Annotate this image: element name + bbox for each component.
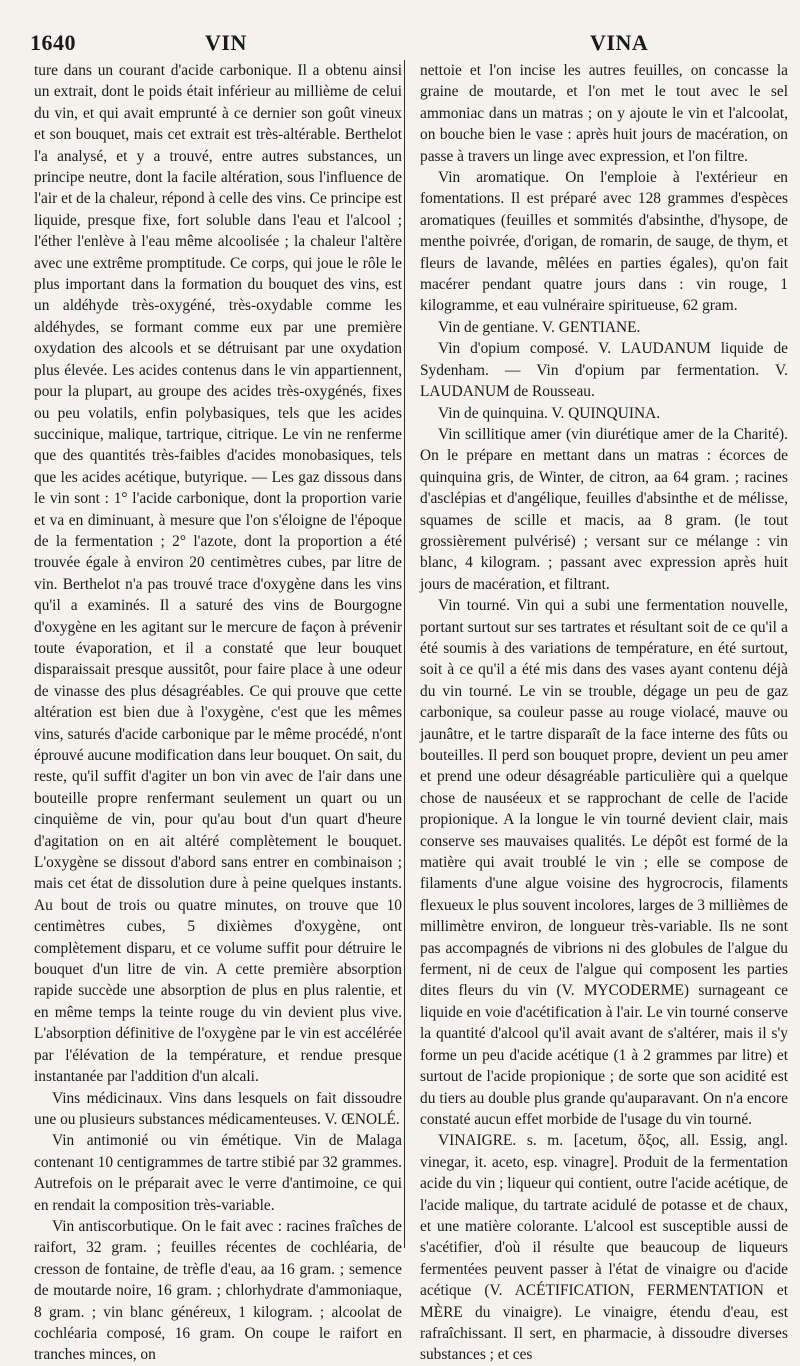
paragraph: nettoie et l'on incise les autres feuilles, on concasse la graine de moutarde, et l'on met le tout avec le sel ammoniac dans un matras ; on y ajoute le vin et l'alcoolat, on bouche bien le vase : après huit jours de macération, on passe à travers un linge avec expression, et l'on filtre. bbox=[420, 62, 788, 165]
paragraph: Vin aromatique. On l'emploie à l'extérieur en fomentations. Il est préparé avec 128 grammes d'espèces aromatiques (feuilles et sommités d'absinthe, d'hysope, de menthe poivrée, d'origan, de romarin, de sauge, de thym, et fleurs de lavande, mêlées en parties égales), qu'on fait macérer pendant quatre jours dans : vin rouge, 1 kilogramme, et eau vulnéraire spiritueuse, 62 gram. bbox=[420, 169, 788, 315]
paragraph: Vin d'opium composé. V. LAUDANUM liquide de Sydenham. — Vin d'opium par fermentation. V. LAUDANUM de Rousseau. bbox=[420, 340, 788, 401]
paragraph: Vin de gentiane. V. GENTIANE. bbox=[438, 318, 641, 336]
running-header bbox=[30, 30, 780, 60]
left-running-title: VIN bbox=[205, 30, 247, 55]
paragraph: Vin scillitique amer (vin diurétique amer de la Charité). On le prépare en mettant dans un matras : écorces de quinquina gris, de Winter, de citron, aa 64 gram. ; racines d'asclépias et d'angélique, feuilles d'absinthe et de mélisse, squames de scille et macis, aa 8 gram. (le tout grossièrement pulvérisé) ; versant sur ce mélange : vin blanc, 4 kilogram. ; passant avec expression après huit jours de macération, et filtrant. bbox=[420, 425, 788, 593]
paragraph: Vin antiscorbutique. On le fait avec : racines fraîches de raifort, 32 gram. ; feuilles récentes de cochléaria, de cresson de fontaine, de trèfle d'eau, aa 16 gram. ; semence de moutarde noire, 16 gram. ; chlorhydrate d'ammoniaque, 8 gram. ; vin blanc généreux, 1 kilogram. ; alcoolat de cochléaria composé, 16 gram. On coupe le raifort en tranches minces, on bbox=[34, 1217, 402, 1364]
left-column bbox=[34, 60, 402, 1366]
paragraph: Vin de quinquina. V. QUINQUINA. bbox=[438, 404, 661, 422]
page-number: 1640 bbox=[30, 30, 76, 55]
paragraph: Vins médicinaux. Vins dans lesquels on fait dissoudre une ou plusieurs substances médicamenteuses. V. ŒNOLÉ. bbox=[34, 1089, 402, 1128]
paragraph: Vin tourné. Vin qui a subi une fermentation nouvelle, portant surtout sur ses tartrates et résultant soit de ce qu'il a été soumis à des variations de température, en été surtout, soit à ce qu'il a été mis dans des vases ayant contenu déjà du vin tourné. Le vin se trouble, dégage un peu de gaz carbonique, sa couleur passe au rouge violacé, mauve ou jaunâtre, et le tartre disparaît de la face interne des fûts ou bouteilles. Il perd son bouquet propre, devient un peu amer et prend une odeur désagréable particulière qui a quelque chose de nauséeux et se rapprochant de celle de l'acide propionique. A la longue le vin tourné devient clair, mais conserve ses mauvaises qualités. Le dépôt est formé de la matière qui avait troublé le vin ; elle se compose de filaments d'une algue voisine des hygrocrocis, filaments flexueux le plus souvent incolores, larges de 3 millièmes de millimètre environ, de longueur très-variable. Ils ne sont pas accompagnés de vibrions ni des globules de l'algue du ferment, ni de ceux de l'algue qui composent les parties dites fleurs du vin (V. MYCODERME) surnageant ce liquide en voie d'acétification à l'air. Le vin tourné conserve la quantité d'alcool qu'il avait avant de s'altérer, mais il s'y forme un peu d'acide acétique (1 à 2 grammes par litre) et surtout de l'acide propionique ; de sorte que son acidité est du tiers au double plus grande qu'auparavant. On n'a encore constaté aucun effet morbide de l'usage du vin tourné. bbox=[420, 597, 788, 1128]
right-running-title: VINA bbox=[590, 30, 649, 55]
paragraph: Vin antimonié ou vin émétique. Vin de Malaga contenant 10 centigrammes de tartre stibié par 32 grammes. Autrefois on le préparait avec le verre d'antimoine, ce qui en rendait la composition très-variable. bbox=[34, 1132, 402, 1214]
column-divider bbox=[404, 60, 405, 1248]
right-column bbox=[420, 60, 788, 1366]
paragraph: VINAIGRE. s. m. [acetum, ὄξος, all. Essig, angl. vinegar, it. aceto, esp. vinagre]. Produit de la fermentation acide du vin ; liqueur qui contient, outre l'acide acétique, de l'acide malique, du tartrate acidulé de potasse et de chaux, et une matière colorante. L'alcool est susceptible aussi de s'acétifier, d'où il résulte que beaucoup de liqueurs fermentées peuvent passer à l'état de vinaigre ou d'acide acétique (V. ACÉTIFICATION, FERMENTATION et MÈRE du vinaigre). Le vinaigre, étendu d'eau, est rafraîchissant. Il sert, en pharmacie, à dissoudre diverses substances ; et ces bbox=[420, 1132, 788, 1364]
paragraph: ture dans un courant d'acide carbonique. Il a obtenu ainsi un extrait, dont le poids était inférieur au millième de celui du vin, et qui avait emprunté à ce dernier son goût vineux et son bouquet, mais cet extrait est très-altérable. Berthelot l'a analysé, et y a trouvé, entre autres substances, un principe neutre, dont la facile altération, sous l'influence de l'air et de la chaleur, répond à celle des vins. Ce principe est liquide, presque fixe, fort soluble dans l'eau et l'alcool ; l'éther l'enlève à l'eau même alcoolisée ; la chaleur l'altère avec une extrême promptitude. Ce corps, qui joue le rôle le plus important dans la formation du bouquet des vins, est un aldéhyde très-oxygéné, très-oxydable comme les aldéhydes, se formant comme eux par une première oxydation des alcools et se détruisant par une oxydation plus élevée. Les acides contenus dans le vin appartiennent, pour la plupart, au groupe des acides très-oxygénés, fixes ou peu volatils, enfin polybasiques, tels que les acides succinique, malique, tartrique, citrique. Le vin ne renferme que des quantités très-faibles d'acides monobasiques, tels que les acides acétique, butyrique. — Les gaz dissous dans le vin sont : 1° l'acide carbonique, dont la proportion varie et va en diminuant, à mesure que l'on s'éloigne de l'époque de la fermentation ; 2° l'azote, dont la proportion a été trouvée égale à environ 20 centimètres cubes, par litre de vin. Berthelot n'a pas trouvé trace d'oxygène dans les vins qu'il a examinés. Il a saturé des vins de Bourgogne d'oxygène en les agitant sur le mercure de façon à prévenir toute évaporation, et il a constaté que leur bouquet disparaissait presque aussitôt, pour faire place à une odeur de vinasse des plus désagréables. Ce qui prouve que cette altération est bien due à l'oxygène, c'est que les mêmes vins, saturés d'acide carbonique par le même procédé, n'ont éprouvé aucune modification dans leur bouquet. On sait, du reste, qu'il suffit d'agiter un bon vin avec de l'air dans une bouteille propre renfermant seulement un quart ou un cinquième de vin, pour qu'au bout d'un quart d'heure d'agitation on en ait altéré complètement le bouquet. L'oxygène se dissout d'abord sans entrer en combinaison ; mais cet état de dissolution dure à peine quelques instants. Au bout de trois ou quatre minutes, on trouve que 10 centimètres cubes, 5 dixièmes d'oxygène, ont complètement disparu, et ce volume suffit pour détruire le bouquet d'un litre de vin. A cette première absorption rapide succède une absorption de plus en plus ralentie, et en même temps la teinte rouge du vin devient plus vive. L'absorption définitive de l'oxygène par le vin est accélérée par l'élévation de la température, et rendue presque instantanée par l'addition d'un alcali. bbox=[34, 62, 402, 1086]
